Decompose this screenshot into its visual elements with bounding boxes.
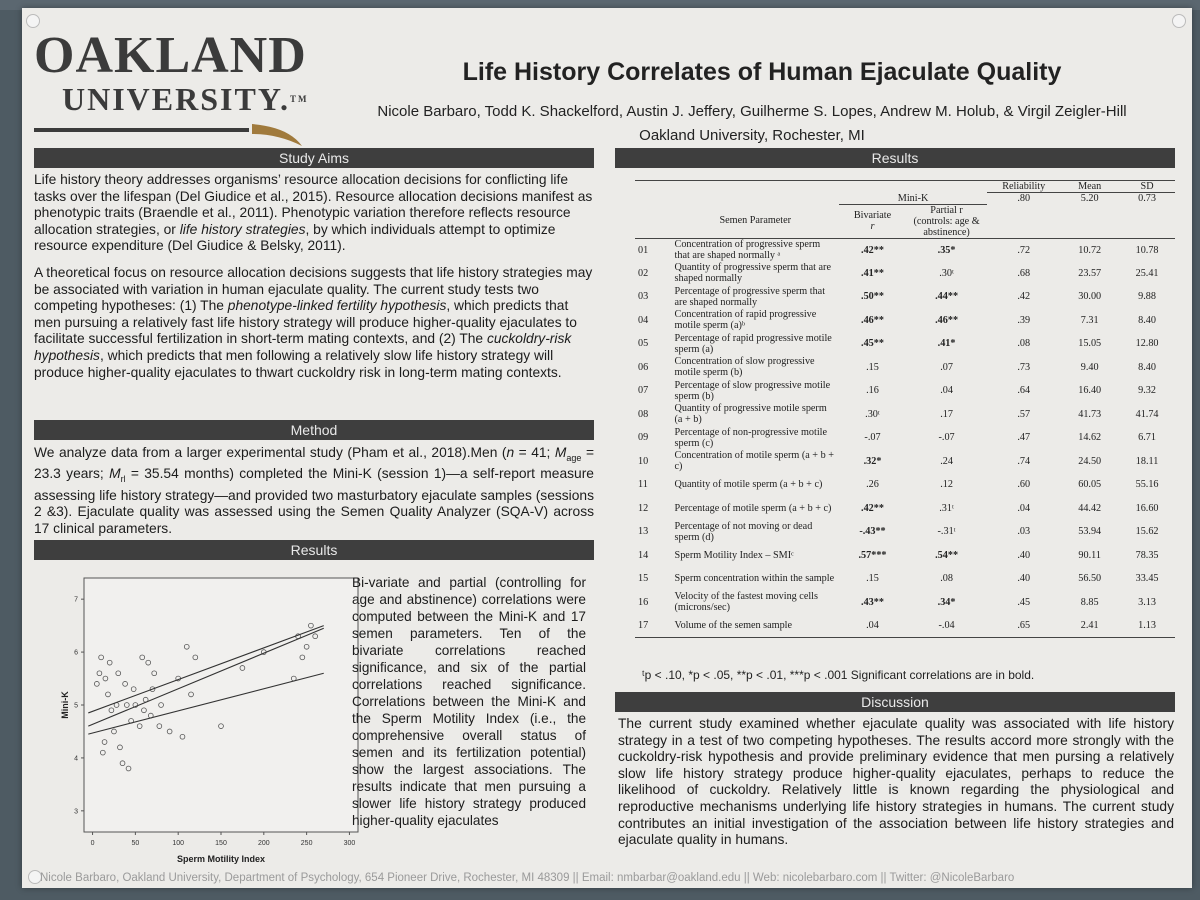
- table-row: [635, 497, 1175, 521]
- row-mean: 44.42: [1078, 502, 1102, 514]
- row-bivariate: .42**: [861, 244, 884, 256]
- row-reliability: .04: [1017, 502, 1031, 514]
- row-sd: 9.32: [1138, 385, 1156, 397]
- row-reliability: .68: [1017, 267, 1031, 279]
- row-bivariate: .43**: [861, 596, 884, 608]
- row-number: 01: [638, 244, 649, 256]
- table-row: [635, 238, 1175, 262]
- row-partial: -.04: [938, 620, 955, 631]
- row-bivariate: .32*: [863, 455, 882, 467]
- col-partial: Partial r (controls: age & abstinence): [913, 204, 980, 238]
- row-parameter: Percentage of rapid progressive motile sperm (a): [674, 332, 832, 355]
- row-partial: .12: [940, 479, 953, 491]
- row-partial: .30ᵗ: [939, 267, 954, 279]
- row-mean: 2.41: [1080, 620, 1099, 631]
- scatter-svg: [58, 570, 372, 868]
- row-reliability: .39: [1017, 314, 1031, 326]
- row-number: 08: [638, 408, 649, 420]
- x-tick-label: 250: [300, 840, 313, 847]
- row-bivariate: .57***: [858, 549, 887, 561]
- row-number: 17: [638, 620, 649, 631]
- row-bivariate: -.07: [864, 432, 881, 444]
- logo-line2: UNIVERSITY.TM: [62, 81, 309, 117]
- university-logo: [34, 27, 334, 140]
- row-bivariate: .41**: [861, 267, 884, 279]
- row-bivariate: .26: [866, 479, 879, 491]
- row-partial: .46**: [935, 314, 959, 326]
- logo-line1: OAKLAND: [34, 27, 307, 84]
- method-text: We analyze data from a larger experimental study (Pham et al., 2018).Men (n = 41; $M_{age} = 23.3$ years; $M_{rl} = 35.54$ months) completed the Mini-K (session 1)—a self-report measure assessing life history strategy—and provided two masturbatory ejaculate samples (sessions 2 &3). Ejaculate quality was assessed using the Semen Quality Analyzer (SQA-V) across 17 clinical parameters.: [34, 445, 594, 536]
- x-tick-label: 200: [257, 840, 270, 847]
- table-header-row-3: [635, 204, 1175, 238]
- scatter-plot: [58, 570, 372, 868]
- poster-footer: Nicole Barbaro, Oakland University, Department of Psychology, 654 Pioneer Drive, Rochester, MI 48309 || Email: nmbarbar@oakland.edu || Web: nicolebarbaro.com || Twitter: @NicoleBarbaro: [40, 872, 1015, 884]
- row-reliability: .73: [1017, 361, 1031, 373]
- row-reliability: .47: [1017, 432, 1031, 444]
- row-bivariate: .04: [866, 620, 879, 631]
- row-partial: .41*: [937, 338, 956, 350]
- col-reliability: Reliability: [1002, 181, 1046, 192]
- row-reliability: .74: [1017, 455, 1031, 467]
- row-parameter: Velocity of the fastest moving cells (microns/sec): [674, 591, 818, 614]
- row-mean: 16.40: [1078, 385, 1102, 397]
- table-row: [635, 544, 1175, 568]
- row-mean: 60.05: [1078, 479, 1102, 491]
- col-param: Semen Parameter: [719, 215, 792, 227]
- row-partial: .08: [940, 573, 953, 585]
- row-parameter: Concentration of slow progressive motile sperm (b): [674, 356, 815, 379]
- row-partial: .54**: [935, 549, 959, 561]
- row-parameter: Quantity of motile sperm (a + b + c): [674, 479, 823, 491]
- row-mean: 53.94: [1078, 526, 1102, 538]
- row-partial: .31ᵗ: [939, 502, 954, 514]
- row-parameter: Percentage of progressive sperm that are shaped normally: [674, 285, 826, 308]
- row-reliability: .72: [1017, 244, 1031, 256]
- row-number: 04: [638, 314, 649, 326]
- row-reliability: .57: [1017, 408, 1031, 420]
- row-number: 09: [638, 432, 649, 444]
- discussion-header: Discussion: [615, 692, 1175, 712]
- row-parameter: Quantity of progressive sperm that are shaped normally: [674, 262, 831, 285]
- row-sd: 1.13: [1138, 620, 1156, 631]
- row-partial: -.07: [938, 432, 955, 444]
- table-row: [635, 614, 1175, 638]
- row-parameter: Quantity of progressive motile sperm (a + b): [674, 403, 827, 426]
- table-row: [635, 403, 1175, 427]
- row-number: 16: [638, 596, 649, 608]
- row-mean: 41.73: [1078, 408, 1102, 420]
- aims-paragraph-2: A theoretical focus on resource allocation decisions suggests that life history strategies may be associated with variation in human ejaculate quality. The current study tests two competing hypotheses: (1) The phenotype-linked fertility hypothesis, which predicts that men pursuing a relatively fast life history strategy will produce higher-quality ejaculates to facilitate successful fertilization in short-term mating contexts, and (2) The cuckoldry-risk hypothesis, which predicts that men following a relatively slow life history strategy will produce higher-quality ejaculates to thwart cuckoldry risk in long-term mating contexts.: [34, 264, 593, 380]
- row-sd: 6.71: [1138, 432, 1156, 444]
- row-mean: 9.40: [1080, 361, 1099, 373]
- row-number: 02: [638, 267, 649, 279]
- y-axis-label: Mini-K: [60, 691, 70, 719]
- x-tick-label: 150: [215, 840, 227, 847]
- y-tick-label: 4: [74, 755, 78, 763]
- row-parameter: Percentage of not moving or dead sperm (d): [674, 520, 813, 543]
- row-bivariate: .42**: [861, 502, 884, 514]
- row-bivariate: .30ᵗ: [865, 408, 880, 420]
- y-tick-label: 6: [74, 649, 78, 657]
- col-mean: Mean: [1078, 181, 1102, 192]
- row-bivariate: .46**: [861, 314, 884, 326]
- row-sd: 41.74: [1135, 408, 1159, 420]
- row-sd: 8.40: [1138, 314, 1156, 326]
- row-bivariate: .16: [866, 385, 879, 397]
- row-sd: 18.11: [1135, 455, 1159, 467]
- row-number: 07: [638, 385, 649, 397]
- row-mean: 23.57: [1078, 267, 1102, 279]
- row-bivariate: -.43**: [859, 526, 886, 538]
- row-partial: .35*: [937, 244, 956, 256]
- authors-block: [322, 100, 1182, 148]
- row-partial: .04: [940, 385, 953, 397]
- row-reliability: .64: [1017, 385, 1031, 397]
- row-sd: 9.88: [1138, 291, 1156, 303]
- row-reliability: .42: [1017, 291, 1031, 303]
- y-tick-label: 5: [74, 702, 78, 710]
- row-sd: 33.45: [1135, 573, 1159, 585]
- row-parameter: Volume of the semen sample: [674, 620, 793, 631]
- aims-paragraph-1: Life history theory addresses organisms’ resource allocation decisions for conflicting life tasks over the lifespan (Del Giudice et al., 2015). Resource allocation decisions manifest as phenotypic traits (Braendle et al., 2011). Phenotypic variation therefore reflects resource allocation strategies, or life history strategies, by which individuals attempt to optimize resource expenditure (Del Giudice & Belsky, 2011).: [34, 172, 593, 254]
- row-sd: 25.41: [1135, 267, 1159, 279]
- row-mean: 56.50: [1078, 573, 1102, 585]
- row-sd: 10.78: [1135, 244, 1159, 256]
- y-tick-label: 3: [74, 808, 78, 816]
- row-number: 15: [638, 573, 649, 585]
- table-row: [635, 379, 1175, 403]
- row-sd: 3.13: [1138, 596, 1156, 608]
- table-row: [635, 520, 1175, 544]
- row-bivariate: .15: [866, 573, 879, 585]
- row-partial: .24: [940, 455, 953, 467]
- row-mean: 10.72: [1078, 244, 1102, 256]
- results-table: [635, 180, 1175, 638]
- minik-mean: 5.20: [1060, 193, 1119, 205]
- x-axis-label: Sperm Motility Index: [176, 854, 266, 864]
- col-bivariate: Bivariate r: [853, 210, 892, 232]
- row-partial: .07: [940, 361, 953, 373]
- row-mean: 8.85: [1080, 596, 1099, 608]
- pin-icon: [26, 14, 40, 28]
- table-row: [635, 309, 1175, 333]
- table-row: [635, 473, 1175, 497]
- row-mean: 24.50: [1078, 455, 1102, 467]
- row-mean: 7.31: [1080, 314, 1099, 326]
- row-parameter: Percentage of slow progressive motile sperm (b): [674, 379, 831, 402]
- row-bivariate: .50**: [861, 291, 884, 303]
- row-partial: -.31ᵗ: [937, 526, 956, 538]
- poster-title: Life History Correlates of Human Ejaculate Quality: [462, 58, 1062, 86]
- y-tick-label: 7: [74, 596, 78, 604]
- row-parameter: Sperm Motility Index – SMIᶜ: [674, 549, 794, 561]
- row-bivariate: .15: [866, 361, 879, 373]
- row-number: 10: [638, 455, 649, 467]
- results-left-header: Results: [34, 540, 594, 560]
- row-parameter: Concentration of rapid progressive motile sperm (a)ᵇ: [674, 309, 817, 332]
- results-left-text: Bi-variate and partial (controlling for age and abstinence) correlations were computed between the Mini-K and 17 semen parameters. Ten of the bivariate correlations reached significance, and six of the partial correlations reached significance. Correlations between the Mini-K and the Sperm Motility Index (i.e., the comprehensive overall status of semen and its fertilization potential) show the largest associations. The results indicate that men pursuing a slower life history strategy produced higher-quality ejaculates: [352, 575, 586, 828]
- table-row: [635, 567, 1175, 591]
- row-parameter: Percentage of motile sperm (a + b + c): [674, 502, 832, 514]
- row-parameter: Sperm concentration within the sample: [674, 573, 835, 585]
- discussion-text: The current study examined whether ejaculate quality was associated with life history strategy in a test of two competing hypotheses. The results accord more strongly with the cuckoldry-risk hypothesis and provide preliminary evidence that men pursing a relatively slow life history strategy produce higher-quality ejaculates, perhaps to reduce the likelihood of cuckoldry. Relatively little is known regarding the physiological and reproductive mechanisms underlying life history strategies in humans. The current study contributes an initial investigation of the association between life history strategies and ejaculate quality in humans.: [618, 716, 1174, 848]
- row-reliability: .45: [1017, 596, 1031, 608]
- row-sd: 78.35: [1135, 549, 1159, 561]
- table-row: [635, 591, 1175, 615]
- minik-reliability: .80: [987, 193, 1060, 205]
- row-number: 06: [638, 361, 649, 373]
- row-partial: .17: [940, 408, 953, 420]
- row-sd: 12.80: [1135, 338, 1159, 350]
- table-row: [635, 332, 1175, 356]
- table-row: [635, 285, 1175, 309]
- row-parameter: Concentration of motile sperm (a + b + c): [674, 450, 834, 473]
- table-row: [635, 356, 1175, 380]
- row-parameter: Percentage of non-progressive motile sperm (c): [674, 426, 828, 449]
- study-aims-header: Study Aims: [34, 148, 594, 168]
- row-number: 11: [638, 479, 648, 491]
- results-right-header: Results: [615, 148, 1175, 168]
- minik-sd: 0.73: [1119, 193, 1175, 205]
- row-mean: 15.05: [1078, 338, 1102, 350]
- row-parameter: Concentration of progressive sperm that are shaped normally ᵃ: [674, 239, 821, 261]
- table-row: [635, 426, 1175, 450]
- author-list: Nicole Barbaro, Todd K. Shackelford, Austin J. Jeffery, Guilherme S. Lopes, Andrew M. Holub, & Virgil Zeigler-Hill: [377, 103, 1127, 120]
- table-header-row-2: [635, 193, 1175, 205]
- row-number: 14: [638, 549, 649, 561]
- pin-icon: [1172, 14, 1186, 28]
- study-aims-text: [34, 172, 594, 391]
- row-bivariate: .45**: [861, 338, 884, 350]
- method-header: Method: [34, 420, 594, 440]
- affiliation: Oakland University, Rochester, MI: [639, 127, 865, 144]
- logo-swoosh-icon: [34, 122, 304, 148]
- row-sd: 8.40: [1138, 361, 1156, 373]
- row-reliability: .08: [1017, 338, 1031, 350]
- row-mean: 14.62: [1078, 432, 1102, 444]
- row-number: 12: [638, 502, 649, 514]
- row-number: 05: [638, 338, 649, 350]
- row-mean: 90.11: [1078, 549, 1101, 561]
- row-reliability: .40: [1017, 573, 1031, 585]
- table-header-row-1: [635, 181, 1175, 193]
- table-footnote: ᵗp < .10, *p < .05, **p < .01, ***p < .001 Significant correlations are in bold.: [642, 668, 1035, 682]
- col-sd: SD: [1140, 181, 1154, 192]
- row-number: 13: [638, 526, 649, 538]
- row-number: 03: [638, 291, 649, 303]
- minik-label: Mini-K: [839, 193, 987, 205]
- row-sd: 55.16: [1135, 479, 1159, 491]
- table-row: [635, 450, 1175, 474]
- x-tick-label: 300: [343, 840, 356, 847]
- x-tick-label: 0: [90, 840, 95, 847]
- row-partial: .34*: [937, 596, 956, 608]
- row-reliability: .03: [1017, 526, 1031, 538]
- table-row: [635, 262, 1175, 286]
- poster: [22, 8, 1192, 888]
- plot-frame: [84, 578, 358, 832]
- row-mean: 30.00: [1078, 291, 1102, 303]
- row-sd: 15.62: [1135, 526, 1159, 538]
- x-tick-label: 100: [172, 840, 185, 847]
- row-reliability: .60: [1017, 479, 1031, 491]
- row-partial: .44**: [935, 291, 959, 303]
- row-sd: 16.60: [1135, 502, 1159, 514]
- row-reliability: .65: [1017, 620, 1031, 631]
- x-tick-label: 50: [131, 840, 140, 847]
- row-reliability: .40: [1017, 549, 1031, 561]
